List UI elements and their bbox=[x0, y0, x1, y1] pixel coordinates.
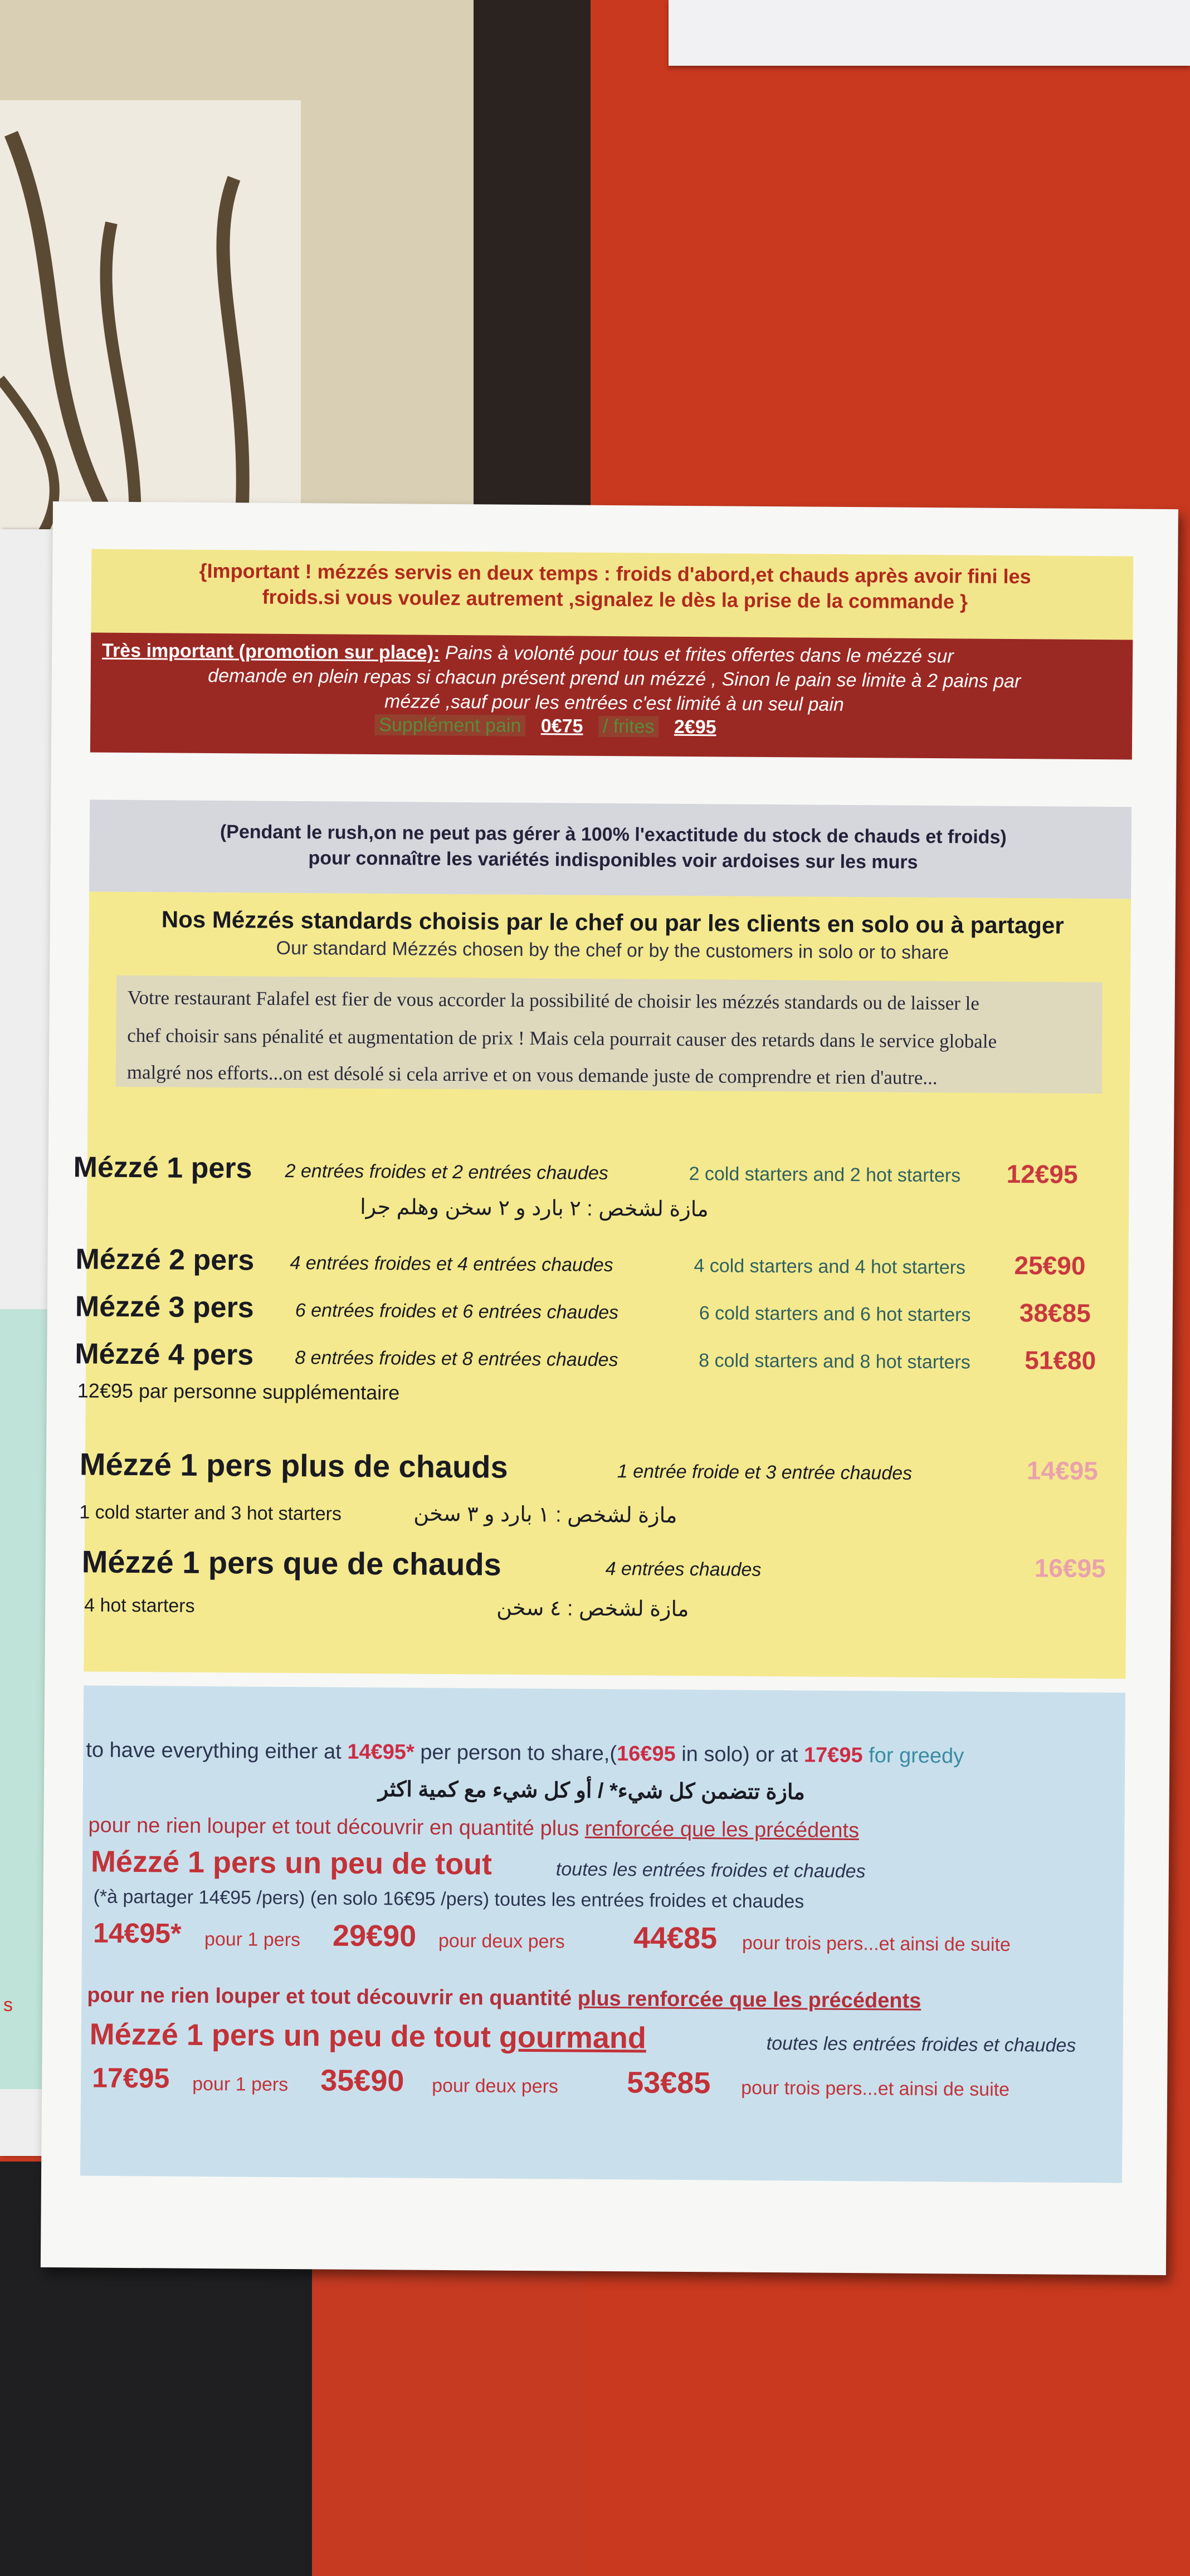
price-1-label: pour 1 pers bbox=[204, 1928, 301, 1951]
menu-item-price: 38€85 bbox=[1019, 1298, 1091, 1328]
supplement-pain-price: 0€75 bbox=[540, 715, 583, 737]
standard-title-en: Our standard Mézzés chosen by the chef or by the customers in solo or to share bbox=[276, 937, 949, 964]
gourmand-price-3-label: pour trois pers...et ainsi de suite bbox=[741, 2077, 1010, 2101]
hot-item-desc-en: 1 cold starter and 3 hot starters bbox=[79, 1501, 342, 1525]
frites-label: / frites bbox=[598, 716, 659, 738]
gourmand-price-2-label: pour deux pers bbox=[432, 2075, 559, 2097]
gourmand-word: gourmand bbox=[499, 2020, 647, 2055]
top-paper-corner bbox=[669, 0, 1190, 66]
gourmand-price-2: 35€90 bbox=[320, 2063, 404, 2098]
hot-item-desc-en: 4 hot starters bbox=[84, 1594, 195, 1617]
hot-item-arabic: مازة لشخص : ١ بارد و ٣ سخن bbox=[413, 1502, 677, 1528]
rush-line-1: (Pendant le rush,on ne peut pas gérer à 100% l'exactitude du stock de chauds et froids) bbox=[220, 821, 1007, 848]
menu-item-title: Mézzé 2 pers bbox=[75, 1243, 255, 1277]
extra-person-note: 12€95 par personne supplémentaire bbox=[77, 1379, 400, 1404]
price-1-pers: 14€95* bbox=[92, 1917, 182, 1949]
intro-line-2: chef choisir sans pénalité et augmentation de prix ! Mais cela pourrait causer des retards dans le service globale bbox=[127, 1024, 997, 1052]
everything-text-d: for greedy bbox=[862, 1744, 964, 1768]
supplement-pain-label: Supplément pain bbox=[374, 714, 525, 736]
everything-price-solo: 16€95 bbox=[616, 1742, 676, 1766]
gourmand-title bbox=[90, 2017, 647, 2056]
hot-item-desc-fr: 4 entrées chaudes bbox=[605, 1558, 762, 1580]
discover-1-text: pour ne rien louper et tout découvrir en quantité plus bbox=[88, 1813, 586, 1841]
menu-sheet bbox=[41, 501, 1178, 2275]
menu-item-title: Mézzé 4 pers bbox=[75, 1338, 254, 1372]
menu-item-desc-en: 2 cold starters and 2 hot starters bbox=[689, 1163, 961, 1187]
menu-item-title: Mézzé 1 pers bbox=[73, 1151, 252, 1185]
peu-de-tout-desc: toutes les entrées froides et chaudes bbox=[555, 1858, 866, 1882]
menu-item-desc-fr: 8 entrées froides et 8 entrées chaudes bbox=[295, 1347, 618, 1371]
everything-text-b: per person to share,( bbox=[414, 1740, 617, 1766]
hot-item-title: Mézzé 1 pers plus de chauds bbox=[79, 1446, 508, 1485]
menu-item-price: 12€95 bbox=[1006, 1159, 1078, 1189]
promo-line-3: mézzé ,sauf pour les entrées c'est limité à un seul pain bbox=[384, 691, 845, 715]
discover-2-emphasis: plus renforcée que les précédents bbox=[577, 1987, 921, 2013]
hot-item-arabic: مازة لشخص : ٤ سخن bbox=[496, 1596, 689, 1622]
gourmand-price-1: 17€95 bbox=[92, 2062, 170, 2094]
calligraphy-art bbox=[0, 100, 301, 546]
menu-item-title: Mézzé 3 pers bbox=[75, 1290, 254, 1324]
menu-item-desc-fr: 6 entrées froides et 6 entrées chaudes bbox=[295, 1300, 619, 1324]
menu-item-desc-fr: 4 entrées froides et 4 entrées chaudes bbox=[290, 1252, 613, 1276]
hot-item-price: 14€95 bbox=[1026, 1456, 1099, 1486]
important-line-1: {Important ! mézzés servis en deux temps : froids d'abord,et chauds après avoir fini les bbox=[199, 559, 1031, 588]
share-note: (*à partager 14€95 /pers) (en solo 16€95 /pers) toutes les entrées froides et chaudes bbox=[93, 1886, 804, 1913]
gourmand-title-text: Mézzé 1 pers un peu de tout bbox=[89, 2017, 500, 2054]
standard-title-fr: Nos Mézzés standards choisis par le chef ou par les clients en solo ou à partager bbox=[161, 906, 1064, 939]
hot-item-title: Mézzé 1 pers que de chauds bbox=[81, 1544, 502, 1582]
important-line-2: froids.si vous voulez autrement ,signalez le dès la prise de la commande } bbox=[262, 585, 968, 613]
promo-text-1: Pains à volonté pour tous et frites offertes dans le mézzé sur bbox=[440, 642, 954, 667]
everything-price-greedy: 17€95 bbox=[803, 1743, 863, 1768]
everything-price-share: 14€95* bbox=[347, 1740, 414, 1764]
dark-frame-edge bbox=[474, 0, 591, 557]
intro-line-1: Votre restaurant Falafel est fier de vous accorder la possibilité de choisir les mézzés standards ou de laisser le bbox=[127, 986, 979, 1014]
hot-item-desc-fr: 1 entrée froide et 3 entrée chaudes bbox=[617, 1461, 913, 1484]
left-paper-mark: s bbox=[3, 1994, 13, 2016]
gourmand-desc: toutes les entrées froides et chaudes bbox=[766, 2033, 1076, 2056]
menu-item-desc-en: 4 cold starters and 4 hot starters bbox=[694, 1255, 966, 1279]
price-3-label: pour trois pers...et ainsi de suite bbox=[742, 1932, 1011, 1956]
menu-item-desc-fr: 2 entrées froides et 2 entrées chaudes bbox=[285, 1160, 609, 1184]
menu-item-arabic: مازة لشخص : ٢ بارد و ٢ سخن وهلم جرا bbox=[360, 1195, 709, 1222]
menu-item-price: 25€90 bbox=[1014, 1251, 1086, 1280]
gourmand-price-1-label: pour 1 pers bbox=[192, 2073, 289, 2096]
discover-1-emphasis: renforcée que les précédents bbox=[584, 1817, 860, 1843]
promo-label: Très important (promotion sur place): bbox=[102, 640, 440, 663]
peu-de-tout-title: Mézzé 1 pers un peu de tout bbox=[90, 1845, 492, 1881]
everything-text-c: in solo) or at bbox=[675, 1742, 804, 1767]
supplement-line bbox=[374, 714, 726, 738]
price-3-pers: 44€85 bbox=[633, 1921, 718, 1955]
rush-line-2: pour connaître les variétés indisponibles voir ardoises sur les murs bbox=[308, 847, 918, 873]
menu-item-price: 51€80 bbox=[1025, 1345, 1096, 1375]
everything-arabic: مازة تتضمن كل شيء* / أو كل شيء مع كمية اكثر bbox=[378, 1778, 805, 1804]
price-row-1 bbox=[93, 1917, 182, 1950]
everything-text-a: to have everything either at bbox=[86, 1738, 348, 1764]
discover-2-text: pour ne rien louper et tout découvrir en quantité bbox=[87, 1983, 578, 2011]
menu-item-desc-en: 6 cold starters and 6 hot starters bbox=[699, 1302, 971, 1326]
price-2-label: pour deux pers bbox=[438, 1930, 565, 1953]
frites-price: 2€95 bbox=[674, 716, 716, 738]
intro-line-3: malgré nos efforts...on est désolé si cela arrive et on vous demande juste de comprendre et rien d'autre... bbox=[126, 1061, 938, 1089]
price-2-pers: 29€90 bbox=[332, 1919, 417, 1953]
promo-line-2: demande en plein repas si chacun présent prend un mézzé , Sinon le pain se limite à 2 pains par bbox=[208, 665, 1021, 692]
hot-item-price: 16€95 bbox=[1034, 1553, 1106, 1583]
gourmand-price-3: 53€85 bbox=[627, 2066, 711, 2100]
menu-item-desc-en: 8 cold starters and 8 hot starters bbox=[699, 1350, 970, 1373]
